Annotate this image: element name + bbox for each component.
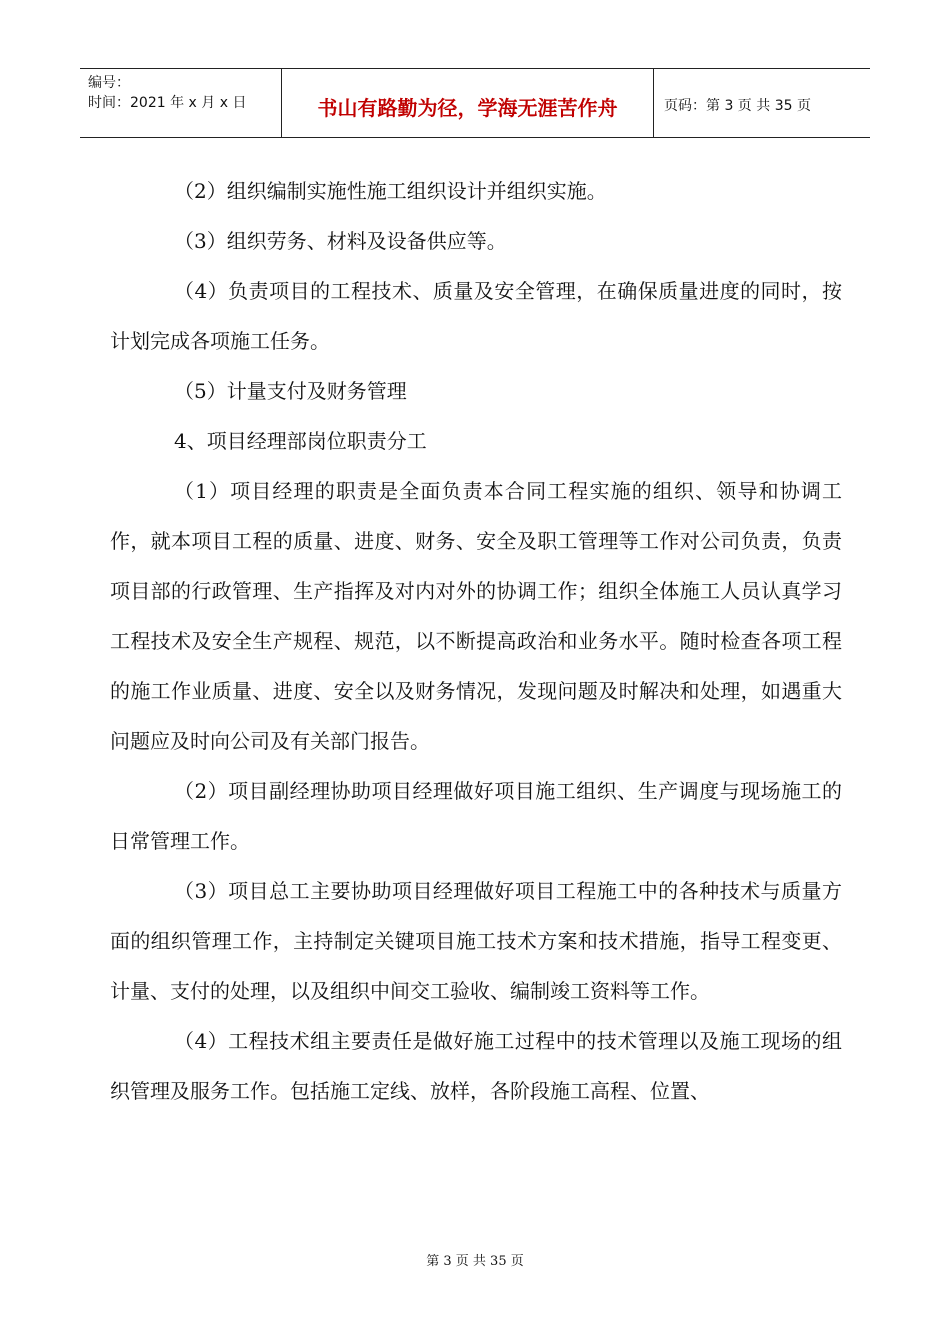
page-footer: 第 3 页 共 35 页 <box>426 1254 524 1269</box>
header-table <box>80 68 870 138</box>
paragraph-item-2: （2）组织编制实施性施工组织设计并组织实施。 <box>174 179 607 203</box>
document-date-label: 时间：2021 年 x 月 x 日 <box>88 95 247 111</box>
paragraph-deputy-manager: （2）项目副经理协助项目经理做好项目施工组织、生产调度与现场施工的日常管理工作。 <box>110 779 842 853</box>
paragraph-item-4: （4）负责项目的工程技术、质量及安全管理，在确保质量进度的同时，按计划完成各项施工任务。 <box>110 279 842 353</box>
section-heading: 4、项目经理部岗位职责分工 <box>174 429 427 453</box>
document-body <box>110 166 842 1116</box>
header-motto: 书山有路勤为径，学海无涯苦作舟 <box>282 69 654 137</box>
paragraph-item-5: （5）计量支付及财务管理 <box>174 379 407 403</box>
paragraph-chief-engineer: （3）项目总工主要协助项目经理做好项目工程施工中的各种技术与质量方面的组织管理工作，主持制定关键项目施工技术方案和技术措施，指导工程变更、计量、支付的处理，以及组织中间交工验收、编制竣工资料等工作。 <box>110 879 842 1003</box>
header-page-info: 页码：第 3 页 共 35 页 <box>664 98 811 114</box>
paragraph-technical-group: （4）工程技术组主要责任是做好施工过程中的技术管理以及施工现场的组织管理及服务工作。包括施工定线、放样，各阶段施工高程、位置、 <box>110 1029 842 1103</box>
paragraph-item-3: （3）组织劳务、材料及设备供应等。 <box>174 229 507 253</box>
document-code-label: 编号： <box>88 75 130 91</box>
header-meta <box>80 69 282 137</box>
paragraph-project-manager: （1）项目经理的职责是全面负责本合同工程实施的组织、领导和协调工作，就本项目工程的质量、进度、财务、安全及职工管理等工作对公司负责，负责项目部的行政管理、生产指挥及对内对外的协调工作；组织全体施工人员认真学习工程技术及安全生产规程、规范，以不断提高政治和业务水平。随时检查各项工程的施工作业质量、进度、安全以及财务情况，发现问题及时解决和处理，如遇重大问题应及时向公司及有关部门报告。 <box>110 479 842 753</box>
